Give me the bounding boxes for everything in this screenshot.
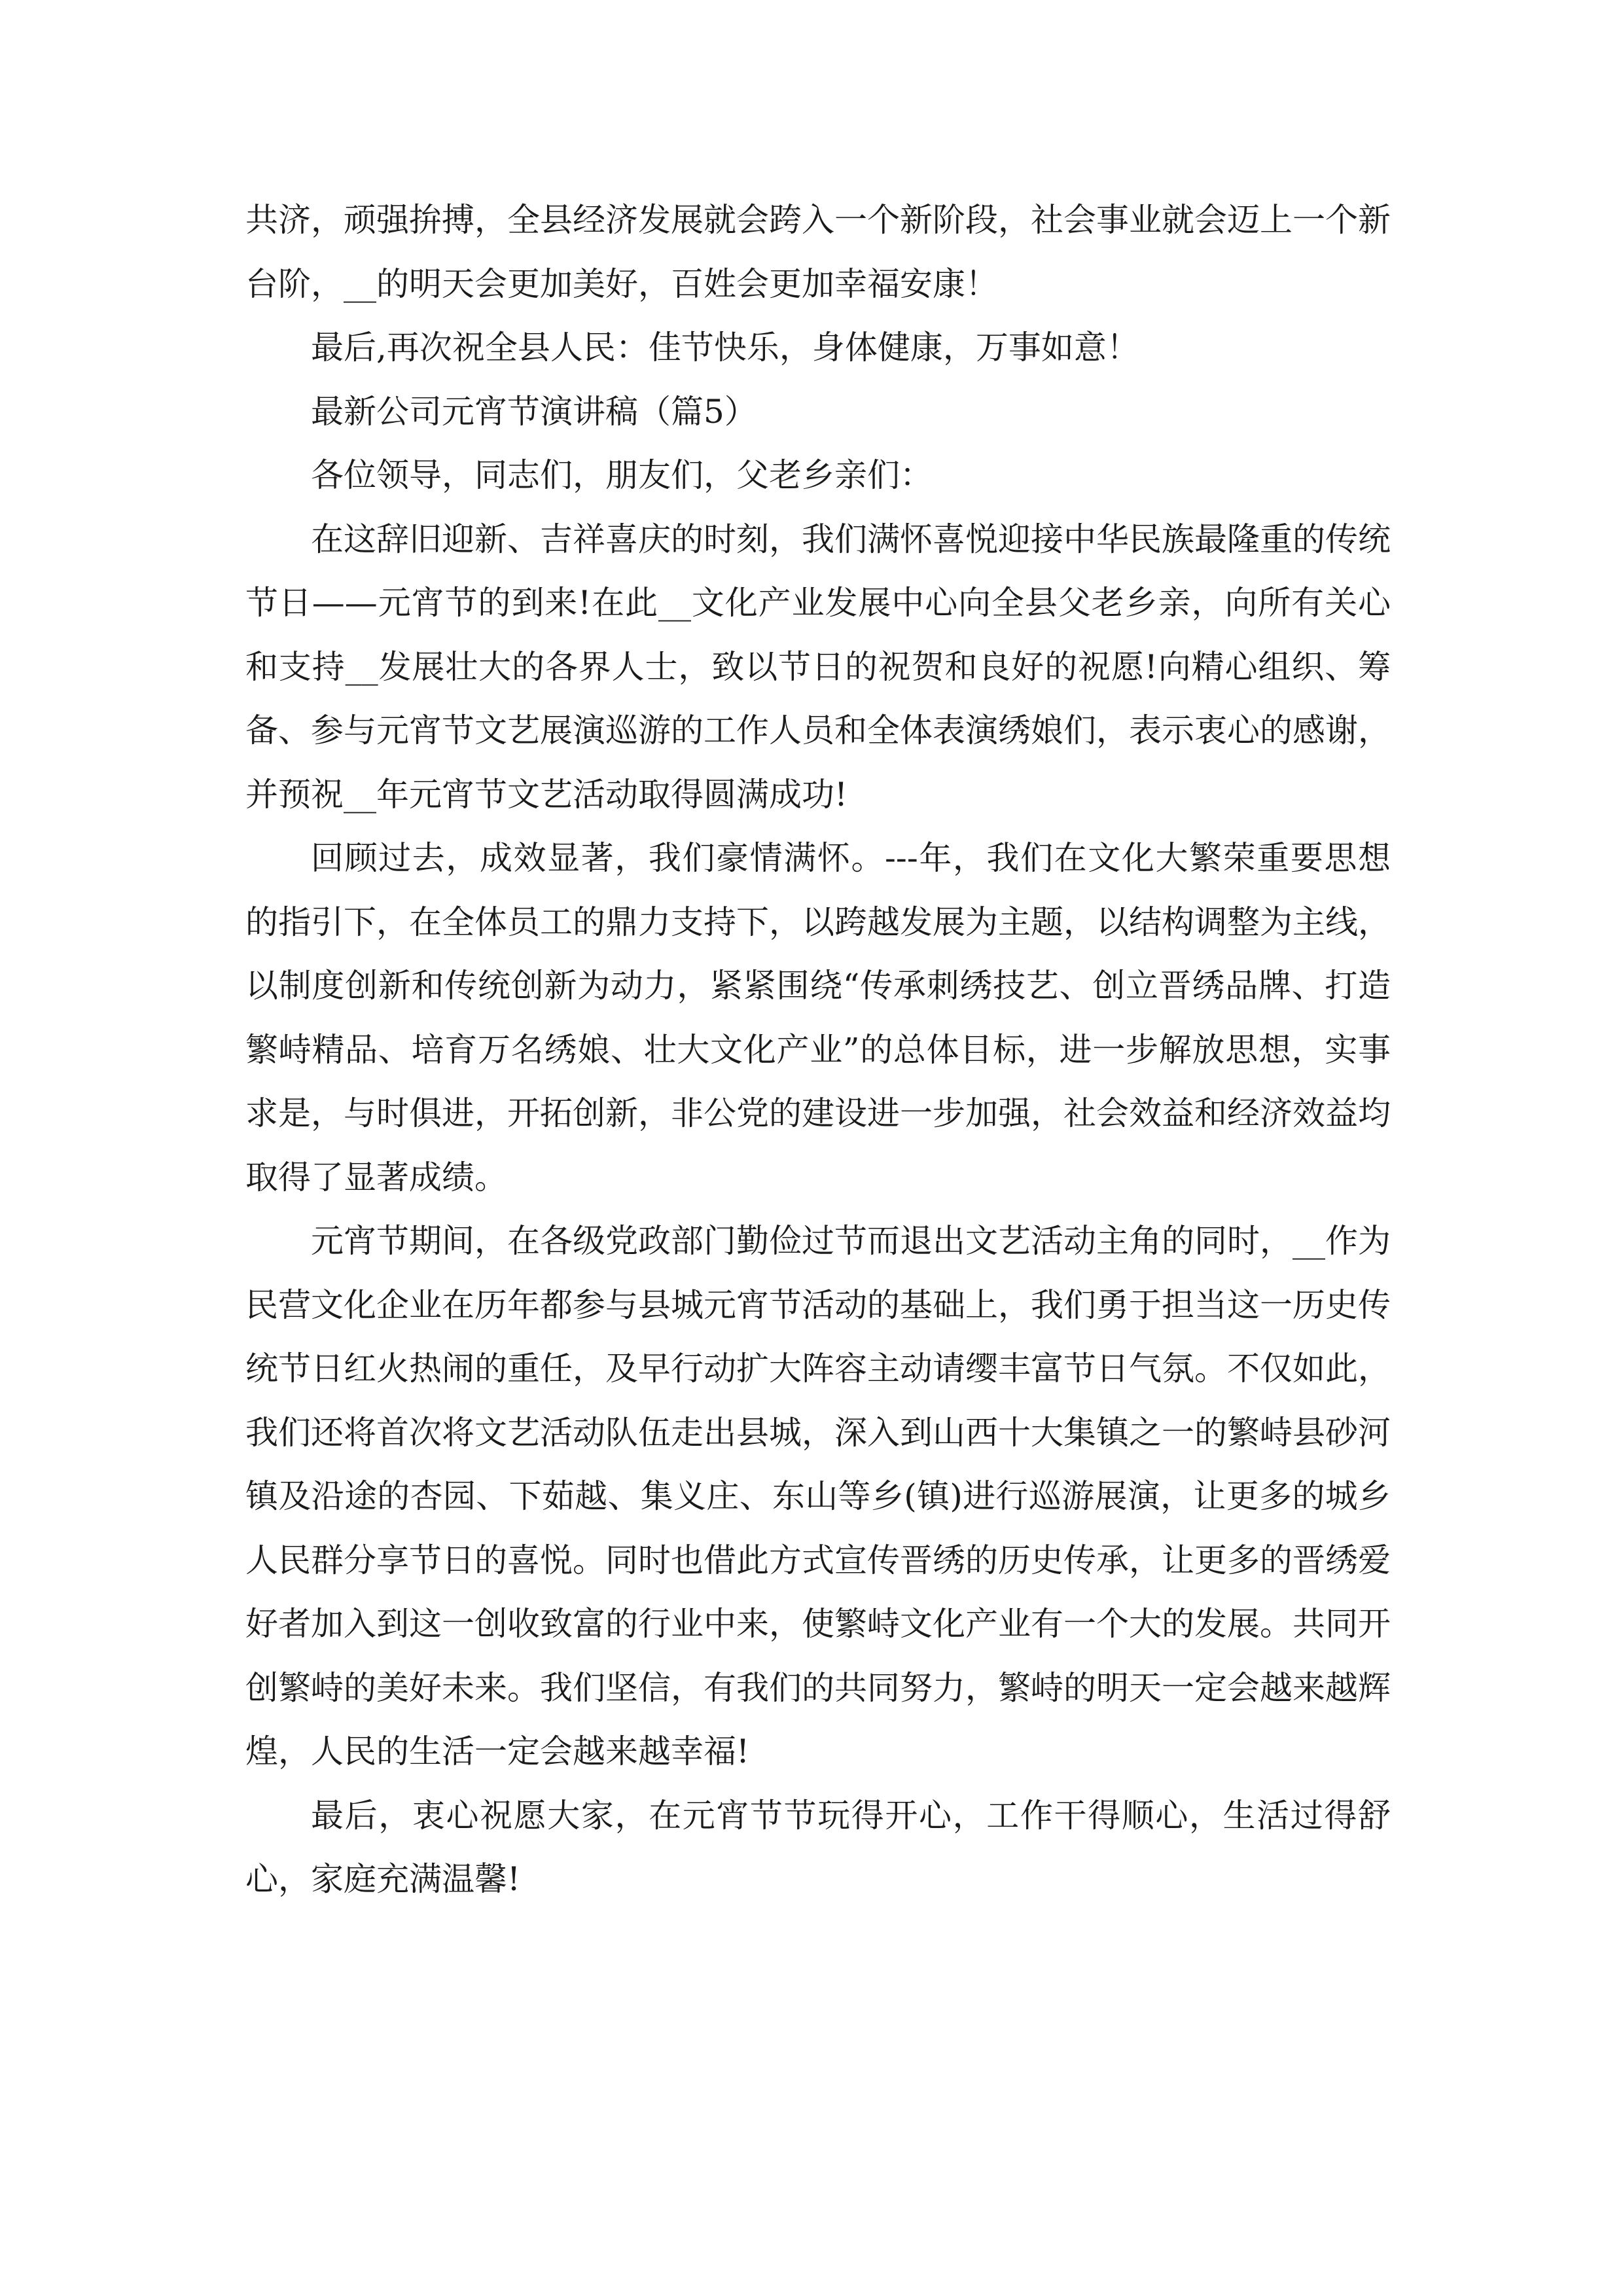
paragraph-continuation: 共济，顽强拚搏，全县经济发展就会跨入一个新阶段，社会事业就会迈上一个新台阶，__的明天会更加美好，百姓会更加幸福安康！ <box>245 201 1391 303</box>
paragraph-festival-activities: 元宵节期间，在各级党政部门勤俭过节而退出文艺活动主角的同时，__作为民营文化企业在历年都参与县城元宵节活动的基础上，我们勇于担当这一历史传统节日红火热闹的重任，及早行动扩大阵容主动请缨丰富节日气氛。不仅如此，我们还将首次将文艺活动队伍走出县城，深入到山西十大集镇之一的繁峙县砂河镇及沿途的杏园、下茹越、集义庄、东山等乡(镇)进行巡游展演，让更多的城乡人民群分享节日的喜悦。同时也借此方式宣传晋绣的历史传承，让更多的晋绣爱好者加入到这一创收致富的行业中来，使繁峙文化产业有一个大的发展。共同开创繁峙的美好未来。我们坚信，有我们的共同努力，繁峙的明天一定会越来越辉煌，人民的生活一定会越来越幸福! <box>245 1222 1391 1770</box>
salutation: 各位领导，同志们，朋友们，父老乡亲们： <box>311 456 933 494</box>
paragraph-review: 回顾过去，成效显著，我们豪情满怀。---年，我们在文化大繁荣重要思想的指引下，在全体员工的鼎力支持下，以跨越发展为主题，以结构调整为主线，以制度创新和传统创新为动力，紧紧围绕“传承刺绣技艺、创立晋绣品牌、打造繁峙精品、培育万名绣娘、壮大文化产业”的总体目标，进一步解放思想，实事求是，与时俱进，开拓创新，非公党的建设进一步加强，社会效益和经济效益均取得了显著成绩。 <box>245 839 1391 1196</box>
paragraph-greeting: 在这辞旧迎新、吉祥喜庆的时刻，我们满怀喜悦迎接中华民族最隆重的传统节日——元宵节的到来!在此__文化产业发展中心向全县父老乡亲，向所有关心和支持__发展壮大的各界人士，致以节日的祝贺和良好的祝愿!向精心组织、筹备、参与元宵节文艺展演巡游的工作人员和全体表演绣娘们，表示衷心的感谢，并预祝__年元宵节文艺活动取得圆满成功! <box>245 520 1391 814</box>
section-heading: 最新公司元宵节演讲稿（篇5） <box>311 392 757 431</box>
paragraph-final-wish: 最后，衷心祝愿大家，在元宵节节玩得开心，工作干得顺心，生活过得舒心，家庭充满温馨! <box>245 1796 1391 1898</box>
document-body <box>245 188 1391 1912</box>
paragraph-closing-wish: 最后,再次祝全县人民：佳节快乐，身体健康，万事如意！ <box>311 329 1139 367</box>
